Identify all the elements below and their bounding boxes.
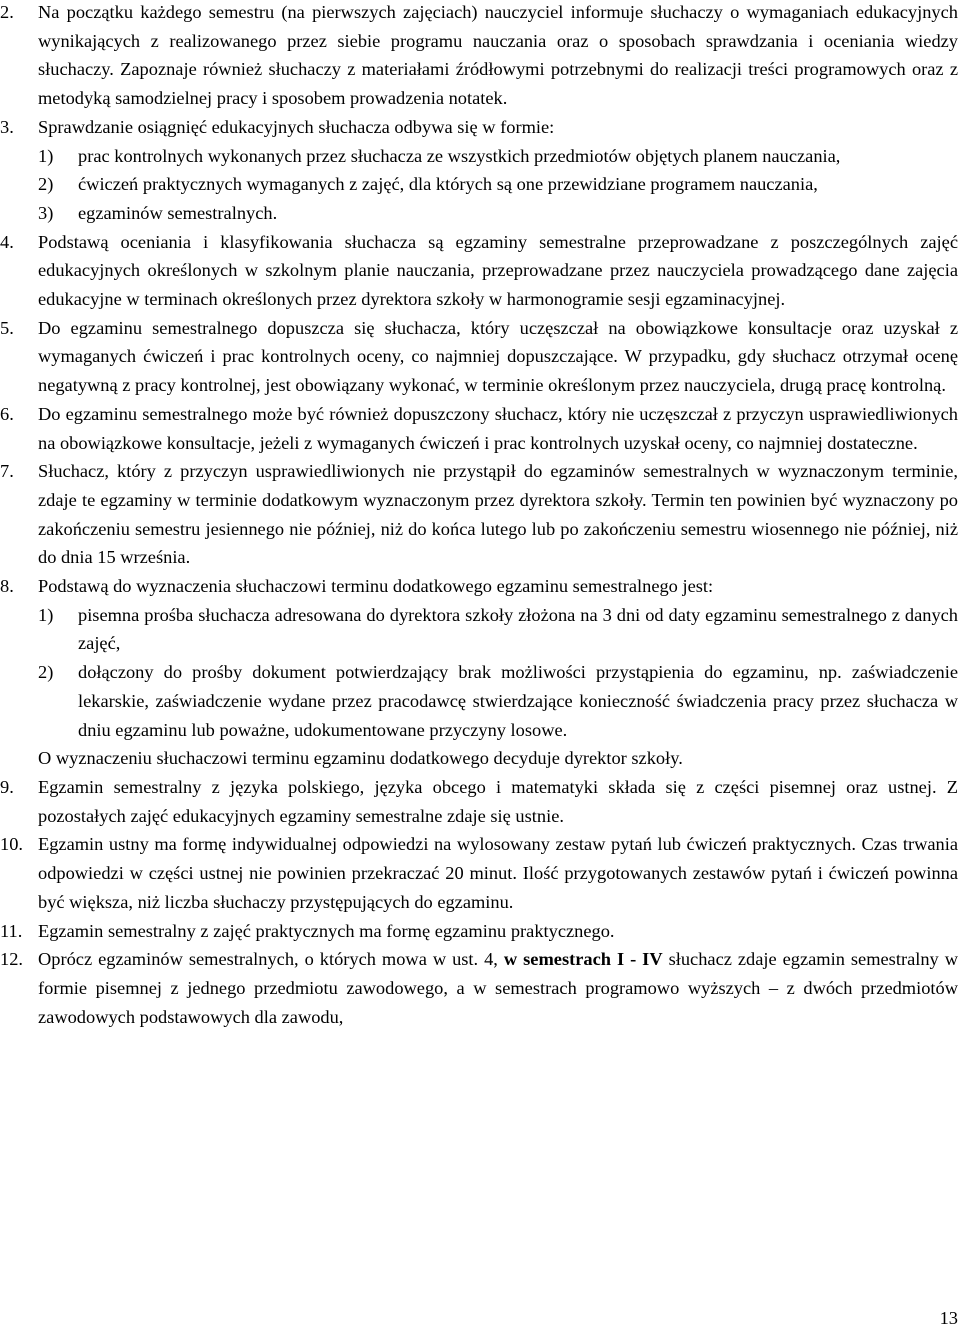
list-item-text: pisemna prośba słuchacza adresowana do dyrektora szkoły złożona na 3 dni od daty egzaminu semestralnego z danych zajęć, (78, 604, 958, 654)
paragraph-7 (0, 457, 958, 572)
paragraph-text: Na początku każdego semestru (na pierwszych zajęciach) nauczyciel informuje słuchaczy o wymaganiach edukacyjnych wynikających z realizowanego przez siebie programu nauczania oraz o sposobach sprawdzania i oceniania wiedzy słuchaczy. Zapoznaje również słuchaczy z materiałami źródłowymi potrzebnymi do realizacji treści programowych oraz z metodyką samodzielnej pracy i sposobem prowadzenia notatek. (38, 2, 958, 109)
paragraph-8 (0, 572, 958, 773)
list-item-number: 3) (38, 202, 54, 223)
paragraph-number: 2. (0, 2, 14, 22)
paragraph-text: Podstawą do wyznaczenia słuchaczowi terminu dodatkowego egzaminu semestralnego jest: (38, 576, 714, 597)
paragraph-5 (0, 314, 958, 400)
list-item (38, 199, 958, 228)
list-item-text: prac kontrolnych wykonanych przez słuchacza ze wszystkich przedmiotów objętych planem nauczania, (78, 145, 841, 166)
paragraph-10 (0, 830, 958, 916)
paragraph-12 (0, 945, 958, 1031)
list-item-text: dołączony do prośby dokument potwierdzający brak możliwości przystąpienia do egzaminu, np. zaświadczenie lekarskie, zaświadczenie wydane przez pracodawcę stwierdzające konieczność świadczenia pracy przez słuchacza w dniu egzaminu lub poważne, udokumentowane przyczyny losowe. (78, 662, 958, 740)
paragraph-number: 9. (0, 776, 14, 797)
list-item-number: 1) (38, 145, 54, 166)
paragraph-text (38, 945, 958, 1031)
paragraph-9 (0, 773, 958, 830)
paragraph-3 (0, 113, 958, 228)
paragraph-closing-text: O wyznaczeniu słuchaczowi terminu egzaminu dodatkowego decyduje dyrektor szkoły. (38, 748, 683, 769)
paragraph-number: 7. (0, 461, 14, 482)
paragraph-6 (0, 400, 958, 457)
paragraph-text: Podstawą oceniania i klasyfikowania słuchacza są egzaminy semestralne przeprowadzane z poszczególnych zajęć edukacyjnych określonych w szkolnym planie nauczania, przeprowadzane przez nauczyciela prowadzącego dane zajęcia edukacyjne w terminach określonych przez dyrektora szkoły w harmonogramie sesji egzaminacyjnej. (38, 231, 958, 310)
paragraph-text: Do egzaminu semestralnego może być również dopuszczony słuchacz, który nie uczęszczał z przyczyn usprawiedliwionych na obowiązkowe konsultacje, jeżeli z wymaganych ćwiczeń i prac kontrolnych uzyskał oceny, co najmniej dostateczne. (38, 403, 958, 453)
list-item-number: 1) (38, 604, 54, 625)
paragraph-number: 11. (0, 920, 23, 941)
list-item (38, 142, 958, 171)
paragraph-text-part: Oprócz egzaminów semestralnych, o których mowa w ust. 4, (38, 949, 504, 970)
paragraph-text-part: słuchacz zdaje egzamin semestralny w formie pisemnej z jednego przedmiotu zawodowego, a w semestrach programowo wyższych – z dwóch przedmiotów zawodowych podstawowych dla zawodu, (38, 949, 958, 1027)
paragraph-text: Sprawdzanie osiągnięć edukacyjnych słuchacza odbywa się w formie: (38, 116, 555, 137)
paragraph-number: 10. (0, 834, 23, 855)
paragraph-text: Egzamin semestralny z zajęć praktycznych ma formę egzaminu praktycznego. (38, 920, 615, 941)
list-item (38, 658, 958, 744)
paragraph-number: 12. (0, 949, 23, 970)
list-item-number: 2) (38, 174, 54, 195)
list-item-text: egzaminów semestralnych. (78, 202, 278, 223)
paragraph-number: 6. (0, 403, 14, 424)
paragraph-text: Słuchacz, który z przyczyn usprawiedliwionych nie przystąpił do egzaminów semestralnych w wyznaczonym terminie, zdaje te egzaminy w terminie dodatkowym wyznaczonym przez dyrektora szkoły. Termin ten powinien być wyznaczony po zakończeniu semestru jesiennego nie później, niż do końca lutego lub po zakończeniu semestru wiosennego nie później, niż do dnia 15 września. (38, 461, 958, 568)
paragraph-11 (0, 917, 958, 946)
list-item (38, 601, 958, 658)
list-item-text: ćwiczeń praktycznych wymaganych z zajęć, dla których są one przewidziane programem nauczania, (78, 174, 818, 195)
bold-emphasis: w semestrach I - IV (503, 949, 663, 970)
paragraph-number: 3. (0, 116, 14, 137)
list-item-number: 2) (38, 662, 54, 683)
paragraph-text: Egzamin ustny ma formę indywidualnej odpowiedzi na wylosowany zestaw pytań lub ćwiczeń praktycznych. Czas trwania odpowiedzi w części ustnej nie powinien przekraczać 20 minut. Ilość przygotowanych zestawów pytań i ćwiczeń powinna być większa, niż liczba słuchaczy przystępujących do egzaminu. (38, 834, 958, 912)
paragraph-text: Egzamin semestralny z języka polskiego, języka obcego i matematyki składa się z części pisemnej oraz ustnej. Z pozostałych zajęć edukacyjnych egzaminy semestralne zdaje się ustnie. (38, 776, 958, 826)
paragraph-4 (0, 228, 958, 314)
paragraph-2 (0, 0, 958, 113)
paragraph-body (38, 113, 958, 228)
paragraph-number: 4. (0, 231, 14, 252)
paragraph-number: 8. (0, 576, 14, 597)
page-number: 13 (939, 1308, 958, 1328)
paragraph-text: Do egzaminu semestralnego dopuszcza się słuchacza, który uczęszczał na obowiązkowe konsultacje oraz uzyskał z wymaganych ćwiczeń i prac kontrolnych oceny, co najmniej dopuszczające. W przypadku, gdy słuchacz otrzymał ocenę negatywną z pracy kontrolnej, jest obowiązany wykonać, w terminie określonym przez nauczyciela, drugą pracę kontrolną. (38, 317, 958, 396)
list-item (38, 170, 958, 199)
paragraph-number: 5. (0, 317, 14, 338)
paragraph-body (38, 572, 958, 773)
